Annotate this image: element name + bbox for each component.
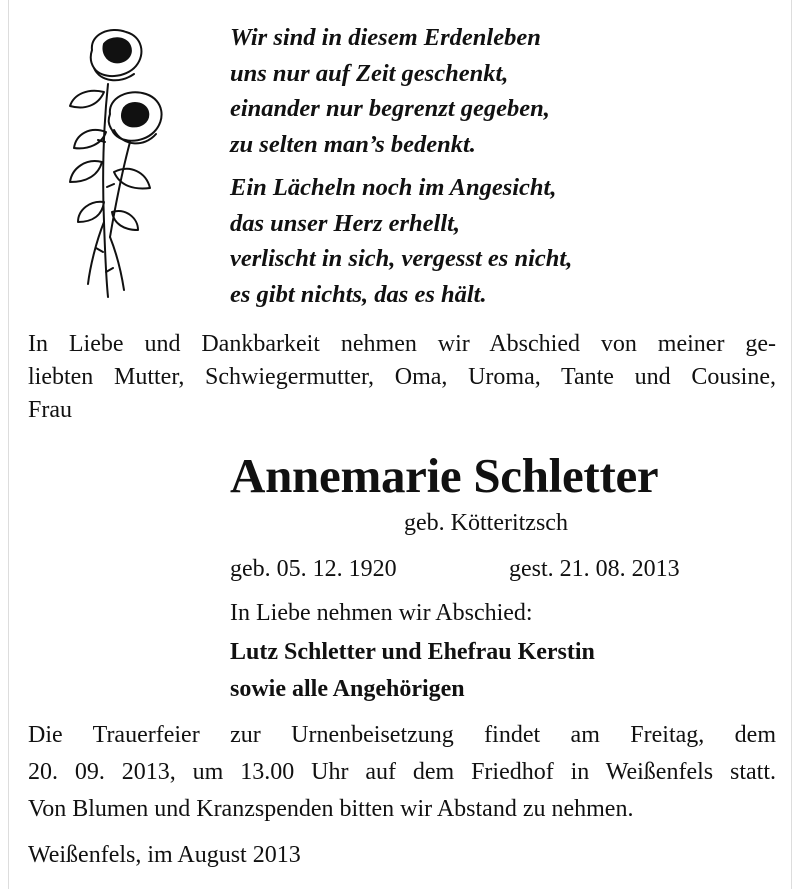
ceremony-line: Von Blumen und Kranzspenden bitten wir Abstand zu nehmen. — [28, 796, 634, 822]
place-date: Weißenfels, im August 2013 — [28, 842, 301, 868]
poem-line: uns nur auf Zeit geschenkt, — [230, 59, 509, 87]
birth-date: geb. 05. 12. 1920 — [230, 556, 397, 582]
maiden-name: geb. Kötteritzsch — [404, 510, 568, 536]
poem-line: Ein Lächeln noch im Angesicht, — [230, 174, 557, 201]
intro-line: Frau — [28, 397, 72, 423]
poem-line: Wir sind in diesem Erdenleben — [230, 24, 541, 51]
intro-line: In Liebe und Dankbarkeit nehmen wir Abschied von meiner ge- — [28, 331, 776, 357]
death-date: gest. 21. 08. 2013 — [509, 556, 680, 582]
rose-illustration — [30, 22, 180, 300]
poem-line: es gibt nichts, das es hält. — [230, 280, 487, 308]
poem-line: verlischt in sich, vergesst es nicht, — [230, 245, 573, 272]
intro-text — [28, 328, 776, 427]
poem — [230, 20, 572, 312]
ceremony-line: Die Trauerfeier zur Urnenbeisetzung findet am Freitag, dem — [28, 722, 776, 748]
intro-line: liebten Mutter, Schwiegermutter, Oma, Uroma, Tante und Cousine, — [28, 364, 776, 390]
mourner-line: Lutz Schletter und Ehefrau Kerstin — [230, 639, 595, 665]
poem-stanza — [230, 170, 572, 312]
poem-line: das unser Herz erhellt, — [230, 209, 461, 237]
deceased-name: Annemarie Schletter — [230, 448, 659, 503]
ceremony-line: 20. 09. 2013, um 13.00 Uhr auf dem Friedhof in Weißenfels statt. — [28, 759, 776, 785]
poem-stanza — [230, 20, 572, 162]
poem-line: zu selten man’s bedenkt. — [230, 130, 476, 158]
mourners-list — [230, 634, 595, 708]
ceremony-text — [28, 717, 776, 828]
mourner-line: sowie alle Angehörigen — [230, 676, 465, 702]
farewell-line: In Liebe nehmen wir Abschied: — [230, 600, 533, 626]
poem-line: einander nur begrenzt gegeben, — [230, 95, 550, 122]
